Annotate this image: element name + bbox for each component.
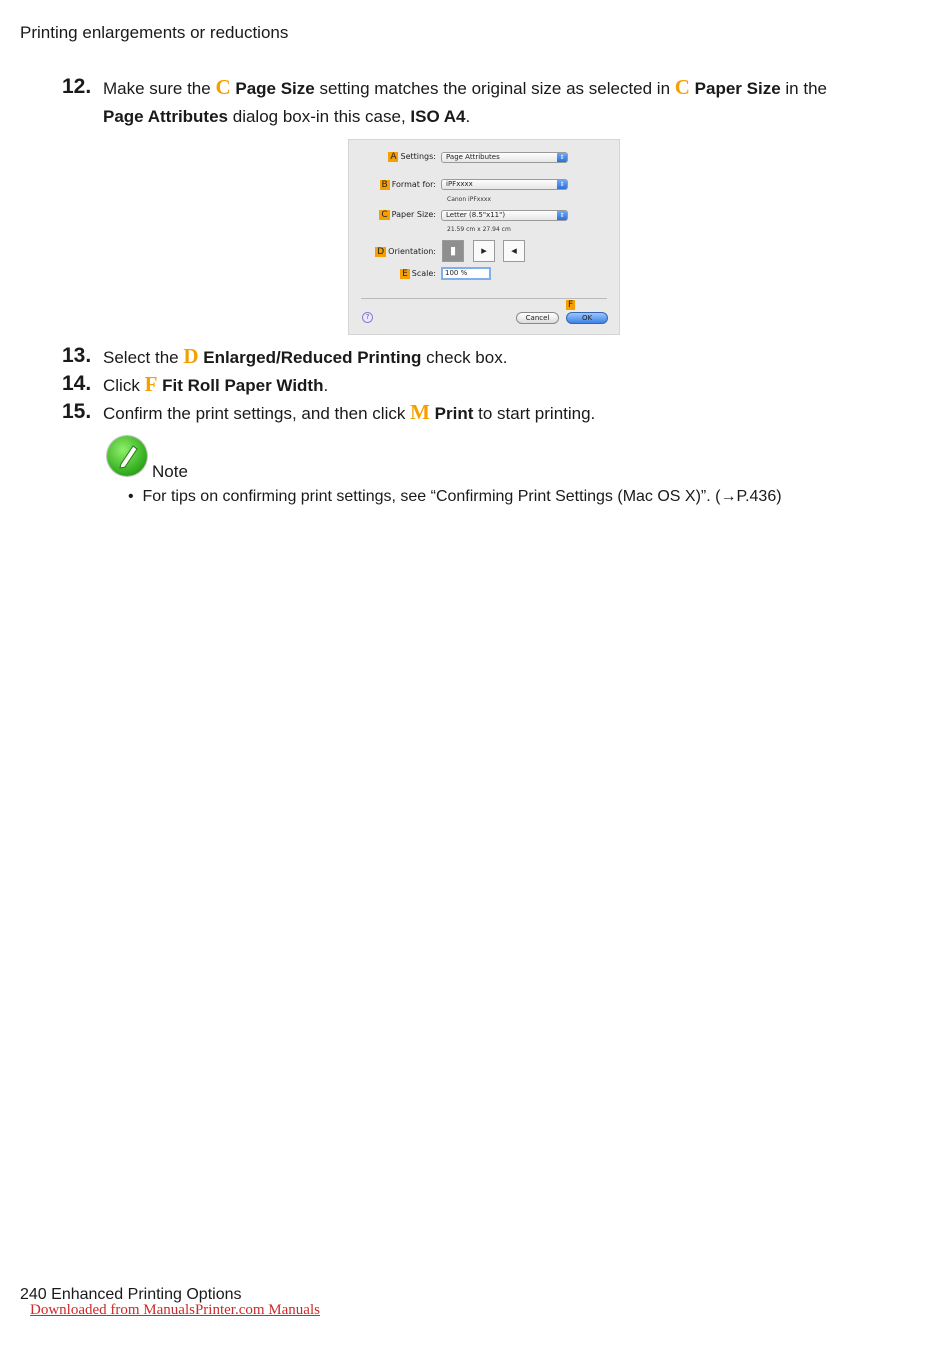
callout-tag: F <box>568 300 574 310</box>
callout-tag: E <box>402 269 408 279</box>
pencil-icon <box>107 436 147 476</box>
paper-size-popup[interactable]: Letter (8.5"x11") ⇕ <box>441 210 568 221</box>
help-icon[interactable]: ? <box>362 312 373 323</box>
callout-tag: D <box>377 247 385 257</box>
step-number: 14. <box>62 372 92 395</box>
popup-arrows-icon: ⇕ <box>557 180 567 189</box>
step-text: Select the D Enlarged/Reduced Printing check box. <box>103 344 508 368</box>
callout-tag: A <box>390 152 397 162</box>
portrait-icon: ▮ <box>449 244 457 257</box>
format-for-popup[interactable]: iPFxxxx ⇕ <box>441 179 568 190</box>
callout-letter: C <box>215 75 231 99</box>
settings-popup[interactable]: Page Attributes ⇕ <box>441 152 568 163</box>
page-footer: 240 Enhanced Printing Options <box>20 1286 242 1303</box>
portrait-orientation-button[interactable] <box>442 240 464 262</box>
note-item <box>128 488 782 506</box>
download-link[interactable]: Downloaded from ManualsPrinter.com Manuals <box>30 1302 320 1318</box>
printer-model-text: Canon iPFxxxx <box>447 196 491 203</box>
step-14 <box>62 370 902 398</box>
landscape-right-icon: ◂ <box>511 244 517 257</box>
page-attributes-dialog <box>348 139 620 335</box>
step-12 <box>62 73 902 133</box>
step-number: 13. <box>62 344 92 367</box>
step-text: Confirm the print settings, and then click M Print to start printing. <box>103 400 596 424</box>
step-text: Make sure the C Page Size setting matches the original size as selected in C Paper Size in the Page Attributes dialog box-in this case, ISO A4. <box>103 75 827 126</box>
note-label: Note <box>152 462 188 481</box>
note-text: For tips on confirming print settings, see “Confirming Print Settings (Mac OS X)”. (→P.436) <box>142 488 782 505</box>
bullet: • <box>128 488 143 505</box>
ok-button[interactable]: OK <box>566 312 608 324</box>
landscape-right-orientation-button[interactable] <box>503 240 525 262</box>
popup-arrows-icon: ⇕ <box>557 211 567 220</box>
callout-letter: M <box>410 400 430 424</box>
step-number: 15. <box>62 400 92 423</box>
step-13 <box>62 342 902 370</box>
pencil-note-icon <box>107 436 147 476</box>
orientation-label: D Orientation: <box>377 247 436 257</box>
scale-input[interactable]: 100 % <box>441 267 491 280</box>
scale-label: E Scale: <box>402 269 436 279</box>
callout-tag: C <box>381 210 388 220</box>
landscape-left-icon: ▸ <box>481 244 487 257</box>
callout-letter: F <box>144 372 158 396</box>
format-for-label: B Format for: <box>381 180 436 190</box>
landscape-left-orientation-button[interactable] <box>473 240 495 262</box>
paper-dimensions-text: 21.59 cm x 27.94 cm <box>447 226 511 233</box>
callout-tag: B <box>381 180 388 190</box>
settings-label: A Settings: <box>390 152 436 162</box>
callout-letter: D <box>183 344 199 368</box>
step-text: Click F Fit Roll Paper Width. <box>103 372 329 396</box>
cancel-button[interactable]: Cancel <box>516 312 559 324</box>
step-15 <box>62 398 902 426</box>
paper-size-label: C Paper Size: <box>381 210 436 220</box>
callout-letter: C <box>674 75 690 99</box>
divider <box>361 298 607 299</box>
popup-arrows-icon: ⇕ <box>557 153 567 162</box>
step-number: 12. <box>62 75 92 98</box>
page-header: Printing enlargements or reductions <box>20 23 289 42</box>
